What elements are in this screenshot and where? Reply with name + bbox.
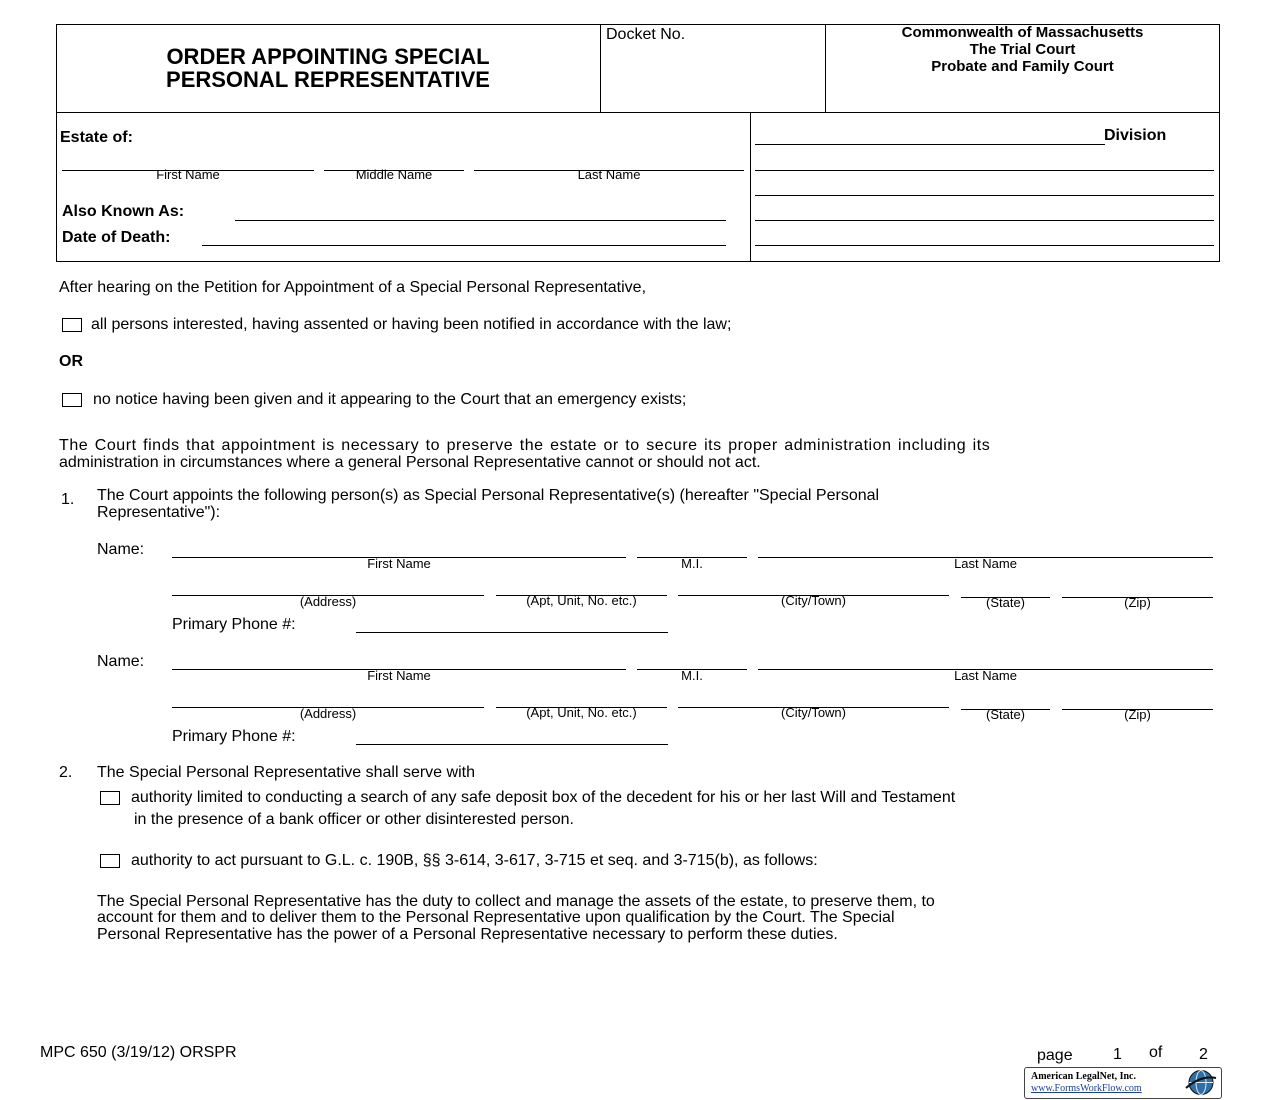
page-total: 2	[1199, 1046, 1208, 1063]
appointee-1-address-caption: (Address)	[299, 594, 357, 609]
dod-label: Date of Death:	[62, 229, 171, 246]
item-2-number: 2.	[59, 764, 73, 781]
estate-divider	[750, 112, 751, 262]
aka-label: Also Known As:	[62, 203, 185, 220]
safe-deposit-authority-line-2: in the presence of a bank officer or other disinterested person.	[134, 811, 574, 828]
duty-line-2: account for them and to deliver them to the Personal Representative upon qualification by the Court. The Special	[97, 909, 895, 926]
item-1-line-1: The Court appoints the following person(s) as Special Personal Representative(s) (hereafter "Special Personal	[97, 487, 880, 504]
appointee-2-address-caption: (Address)	[299, 706, 357, 721]
court-address-line-3[interactable]	[755, 220, 1214, 221]
court-line3: Probate and Family Court	[931, 58, 1114, 75]
intro-text: After hearing on the Petition for Appointment of a Special Personal Representative,	[59, 279, 647, 296]
estate-box	[56, 112, 1220, 262]
publisher-url: www.FormsWorkFlow.com	[1031, 1083, 1142, 1094]
page-label: page	[1037, 1047, 1073, 1064]
duty-line-3: Personal Representative has the power of a Personal Representative necessary to perform these duties.	[97, 926, 838, 943]
appointee-2-last-name-caption: Last Name	[954, 668, 1017, 683]
court-line1: Commonwealth of Massachusetts	[901, 24, 1144, 41]
page-number: 1	[1113, 1046, 1122, 1063]
appointee-2-state-caption: (State)	[985, 707, 1025, 722]
item-1-line-2: Representative"):	[97, 504, 221, 521]
statutory-authority-checkbox[interactable]	[100, 854, 120, 868]
of-label: of	[1149, 1044, 1163, 1061]
statutory-authority-text: authority to act pursuant to G.L. c. 190B, §§ 3-614, 3-617, 3-715 et seq. and 3-715(b), as follows:	[131, 852, 818, 869]
appointee-1-phone-field[interactable]	[356, 632, 668, 633]
assented-text: all persons interested, having assented or having been notified in accordance with the law;	[91, 316, 732, 333]
court-address-line-2[interactable]	[755, 195, 1214, 196]
appointee-1-state-caption: (State)	[985, 595, 1025, 610]
division-label: Division	[1104, 127, 1167, 144]
item-1-number: 1.	[61, 491, 75, 508]
appointee-2-mi-caption: M.I.	[681, 668, 703, 683]
appointee-1-last-name-caption: Last Name	[954, 556, 1017, 571]
duty-line-1: The Special Personal Representative has the duty to collect and manage the assets of the estate, to preserve them, to	[97, 893, 935, 910]
emergency-checkbox[interactable]	[62, 393, 82, 407]
form-id: MPC 650 (3/19/12) ORSPR	[40, 1044, 237, 1061]
aka-field[interactable]	[235, 220, 726, 221]
safe-deposit-authority-line-1: authority limited to conducting a search of any safe deposit box of the decedent for his or her last Will and Testament	[131, 789, 956, 806]
finding-line-2: administration in circumstances where a general Personal Representative cannot or should not act.	[59, 454, 761, 471]
item-2-text: The Special Personal Representative shall serve with	[97, 764, 475, 781]
estate-middle-name-caption: Middle Name	[355, 167, 433, 182]
appointee-2-name-label: Name:	[97, 653, 145, 670]
appointee-2-city-caption: (City/Town)	[780, 705, 846, 720]
form-title-line2: PERSONAL REPRESENTATIVE	[166, 67, 490, 92]
appointee-2-phone-field[interactable]	[356, 744, 668, 745]
appointee-1-mi-caption: M.I.	[681, 556, 703, 571]
dod-field[interactable]	[202, 245, 726, 246]
estate-of-label: Estate of:	[60, 129, 133, 146]
publisher-name: American LegalNet, Inc.	[1031, 1071, 1136, 1082]
appointee-2-first-name-caption: First Name	[367, 668, 431, 683]
appointee-1-zip-caption: (Zip)	[1124, 595, 1151, 610]
finding-line-1: The Court finds that appointment is necessary to preserve the estate or to secure its proper administration including its	[59, 437, 991, 454]
form-title-line1: ORDER APPOINTING SPECIAL	[166, 44, 490, 69]
estate-last-name-caption: Last Name	[577, 167, 641, 182]
court-address-line-1[interactable]	[755, 170, 1214, 171]
header-divider-1	[600, 24, 601, 113]
appointee-2-apt-caption: (Apt, Unit, No. etc.)	[526, 705, 637, 720]
appointee-1-phone-label: Primary Phone #:	[172, 616, 296, 633]
emergency-text: no notice having been given and it appearing to the Court that an emergency exists;	[93, 391, 687, 408]
appointee-1-apt-caption: (Apt, Unit, No. etc.)	[526, 593, 637, 608]
globe-icon	[1183, 1069, 1219, 1096]
assented-checkbox[interactable]	[62, 318, 82, 332]
appointee-1-city-caption: (City/Town)	[780, 593, 846, 608]
appointee-1-name-label: Name:	[97, 541, 145, 558]
safe-deposit-authority-checkbox[interactable]	[100, 791, 120, 805]
docket-label: Docket No.	[606, 26, 686, 43]
appointee-2-phone-label: Primary Phone #:	[172, 728, 296, 745]
publisher-logo	[1024, 1067, 1222, 1099]
court-address-line-4[interactable]	[755, 245, 1214, 246]
court-line2: The Trial Court	[969, 41, 1076, 58]
or-label: OR	[59, 353, 83, 370]
appointee-1-first-name-caption: First Name	[367, 556, 431, 571]
division-field[interactable]	[755, 144, 1105, 145]
estate-first-name-caption: First Name	[156, 167, 220, 182]
appointee-2-zip-caption: (Zip)	[1124, 707, 1151, 722]
